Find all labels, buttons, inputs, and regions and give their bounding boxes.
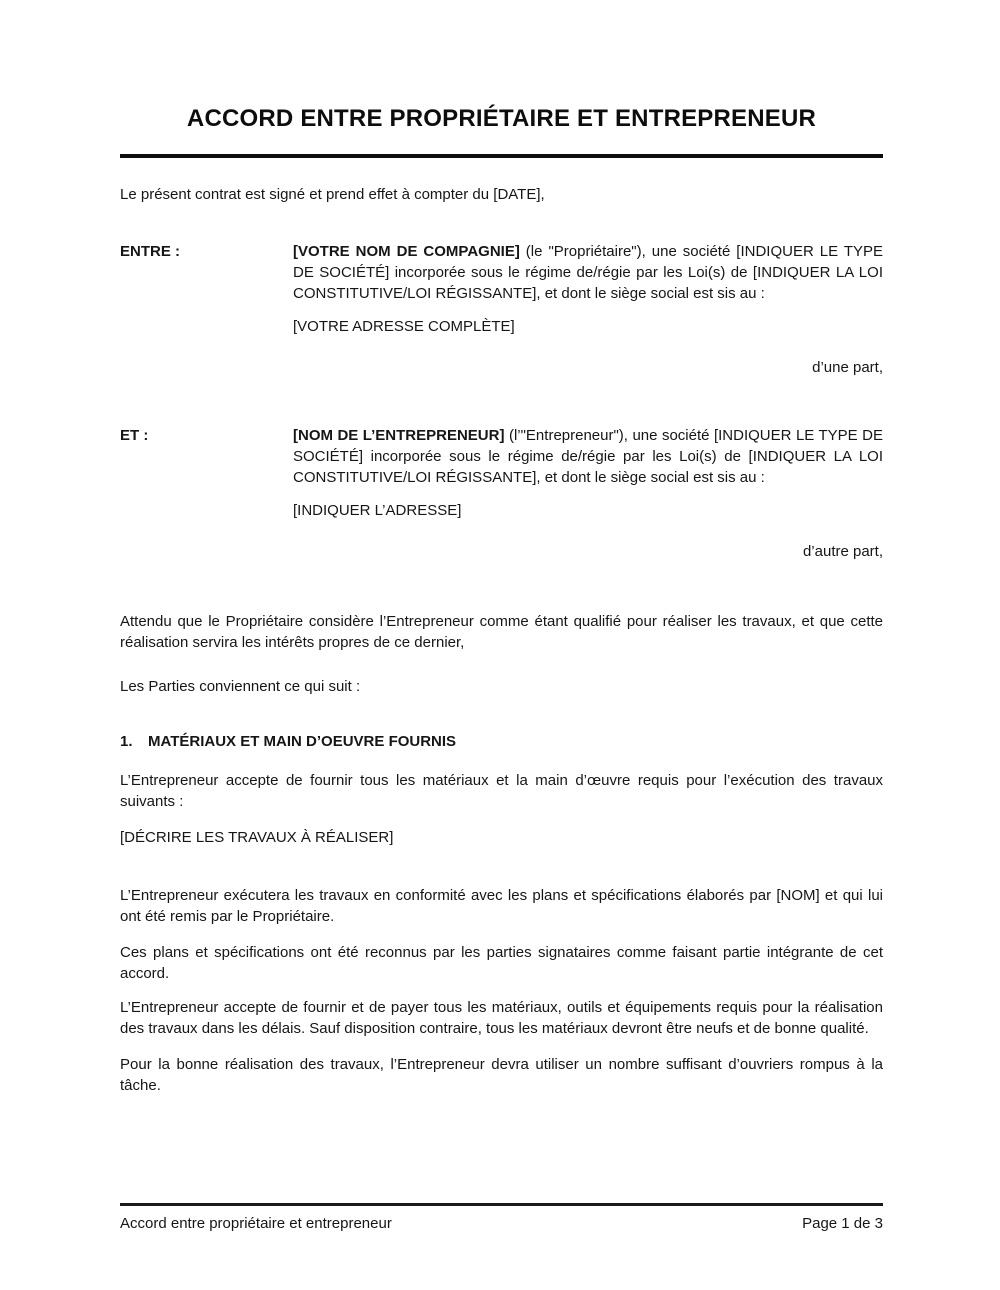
- section-1-paragraph: L’Entrepreneur exécutera les travaux en conformité avec les plans et spécifications élaborés par [NOM] et qui lui ont été remis par le Propriétaire.: [120, 887, 883, 925]
- intro-line: Le présent contrat est signé et prend effet à compter du [DATE],: [120, 186, 545, 203]
- section-1-paragraph: Ces plans et spécifications ont été reconnus par les parties signataires comme faisant partie intégrante de cet accord.: [120, 944, 883, 982]
- recital-attendu: Attendu que le Propriétaire considère l’Entrepreneur comme étant qualifié pour réaliser les travaux, et que cette réalisation servira les intérêts propres de ce dernier,: [120, 613, 883, 651]
- party-label-et: ET :: [120, 427, 149, 444]
- party-body-et: [293, 425, 883, 521]
- footer-page-number: Page 1 de 3: [802, 1215, 883, 1232]
- part-line-autre-part: d’autre part,: [802, 543, 883, 560]
- party-label-entre: ENTRE :: [120, 243, 180, 260]
- party-name-entre: [VOTRE NOM DE COMPAGNIE]: [293, 243, 520, 260]
- section-1-heading: [120, 731, 883, 752]
- party-description-entre: [293, 241, 883, 304]
- party-block-et: [120, 425, 883, 521]
- party-description-text-et: (l’"Entrepreneur"), une société [INDIQUER LE TYPE DE SOCIÉTÉ] incorporée sous le régime de/régie par les Loi(s) de [INDIQUER LA LOI CONSTITUTIVE/LOI RÉGISSANTE], et dont le siège social est sis au :: [293, 427, 883, 486]
- section-1-placeholder-works: [DÉCRIRE LES TRAVAUX À RÉALISER]: [120, 829, 394, 846]
- document-title: ACCORD ENTRE PROPRIÉTAIRE ET ENTREPRENEUR: [186, 105, 817, 132]
- party-description-et: [293, 425, 883, 488]
- page-footer: [120, 1203, 883, 1234]
- section-1-paragraph: Pour la bonne réalisation des travaux, l’Entrepreneur devra utiliser un nombre suffisant d’ouvriers rompus à la tâche.: [120, 1056, 883, 1094]
- section-1-paragraph: L’Entrepreneur accepte de fournir tous les matériaux et la main d’œuvre requis pour l’exécution des travaux suivants :: [120, 772, 883, 810]
- party-name-et: [NOM DE L’ENTREPRENEUR]: [293, 427, 505, 444]
- party-description-text-entre: (le "Propriétaire"), une société [INDIQUER LE TYPE DE SOCIÉTÉ] incorporée sous le régime de/régie par les Loi(s) de [INDIQUER LA LOI CONSTITUTIVE/LOI RÉGISSANTE], et dont le siège social est sis au :: [293, 243, 883, 302]
- party-address-et: [INDIQUER L’ADRESSE]: [293, 502, 462, 519]
- part-line-une-part: d’une part,: [812, 359, 883, 376]
- section-1-paragraph: L’Entrepreneur accepte de fournir et de payer tous les matériaux, outils et équipements requis pour la réalisation des travaux dans les délais. Sauf disposition contraire, tous les matériaux devront être neufs et de bonne qualité.: [120, 999, 883, 1037]
- footer-doc-title: Accord entre propriétaire et entrepreneur: [120, 1215, 392, 1232]
- section-1-number: 1.: [120, 733, 133, 750]
- party-block-entre: [120, 241, 883, 337]
- title-rule: [120, 154, 883, 158]
- party-body-entre: [293, 241, 883, 337]
- party-address-entre: [VOTRE ADRESSE COMPLÈTE]: [293, 318, 515, 335]
- section-1-title: MATÉRIAUX ET MAIN D’OEUVRE FOURNIS: [148, 733, 457, 750]
- recital-agreement: Les Parties conviennent ce qui suit :: [120, 678, 361, 695]
- footer-rule: [120, 1203, 883, 1206]
